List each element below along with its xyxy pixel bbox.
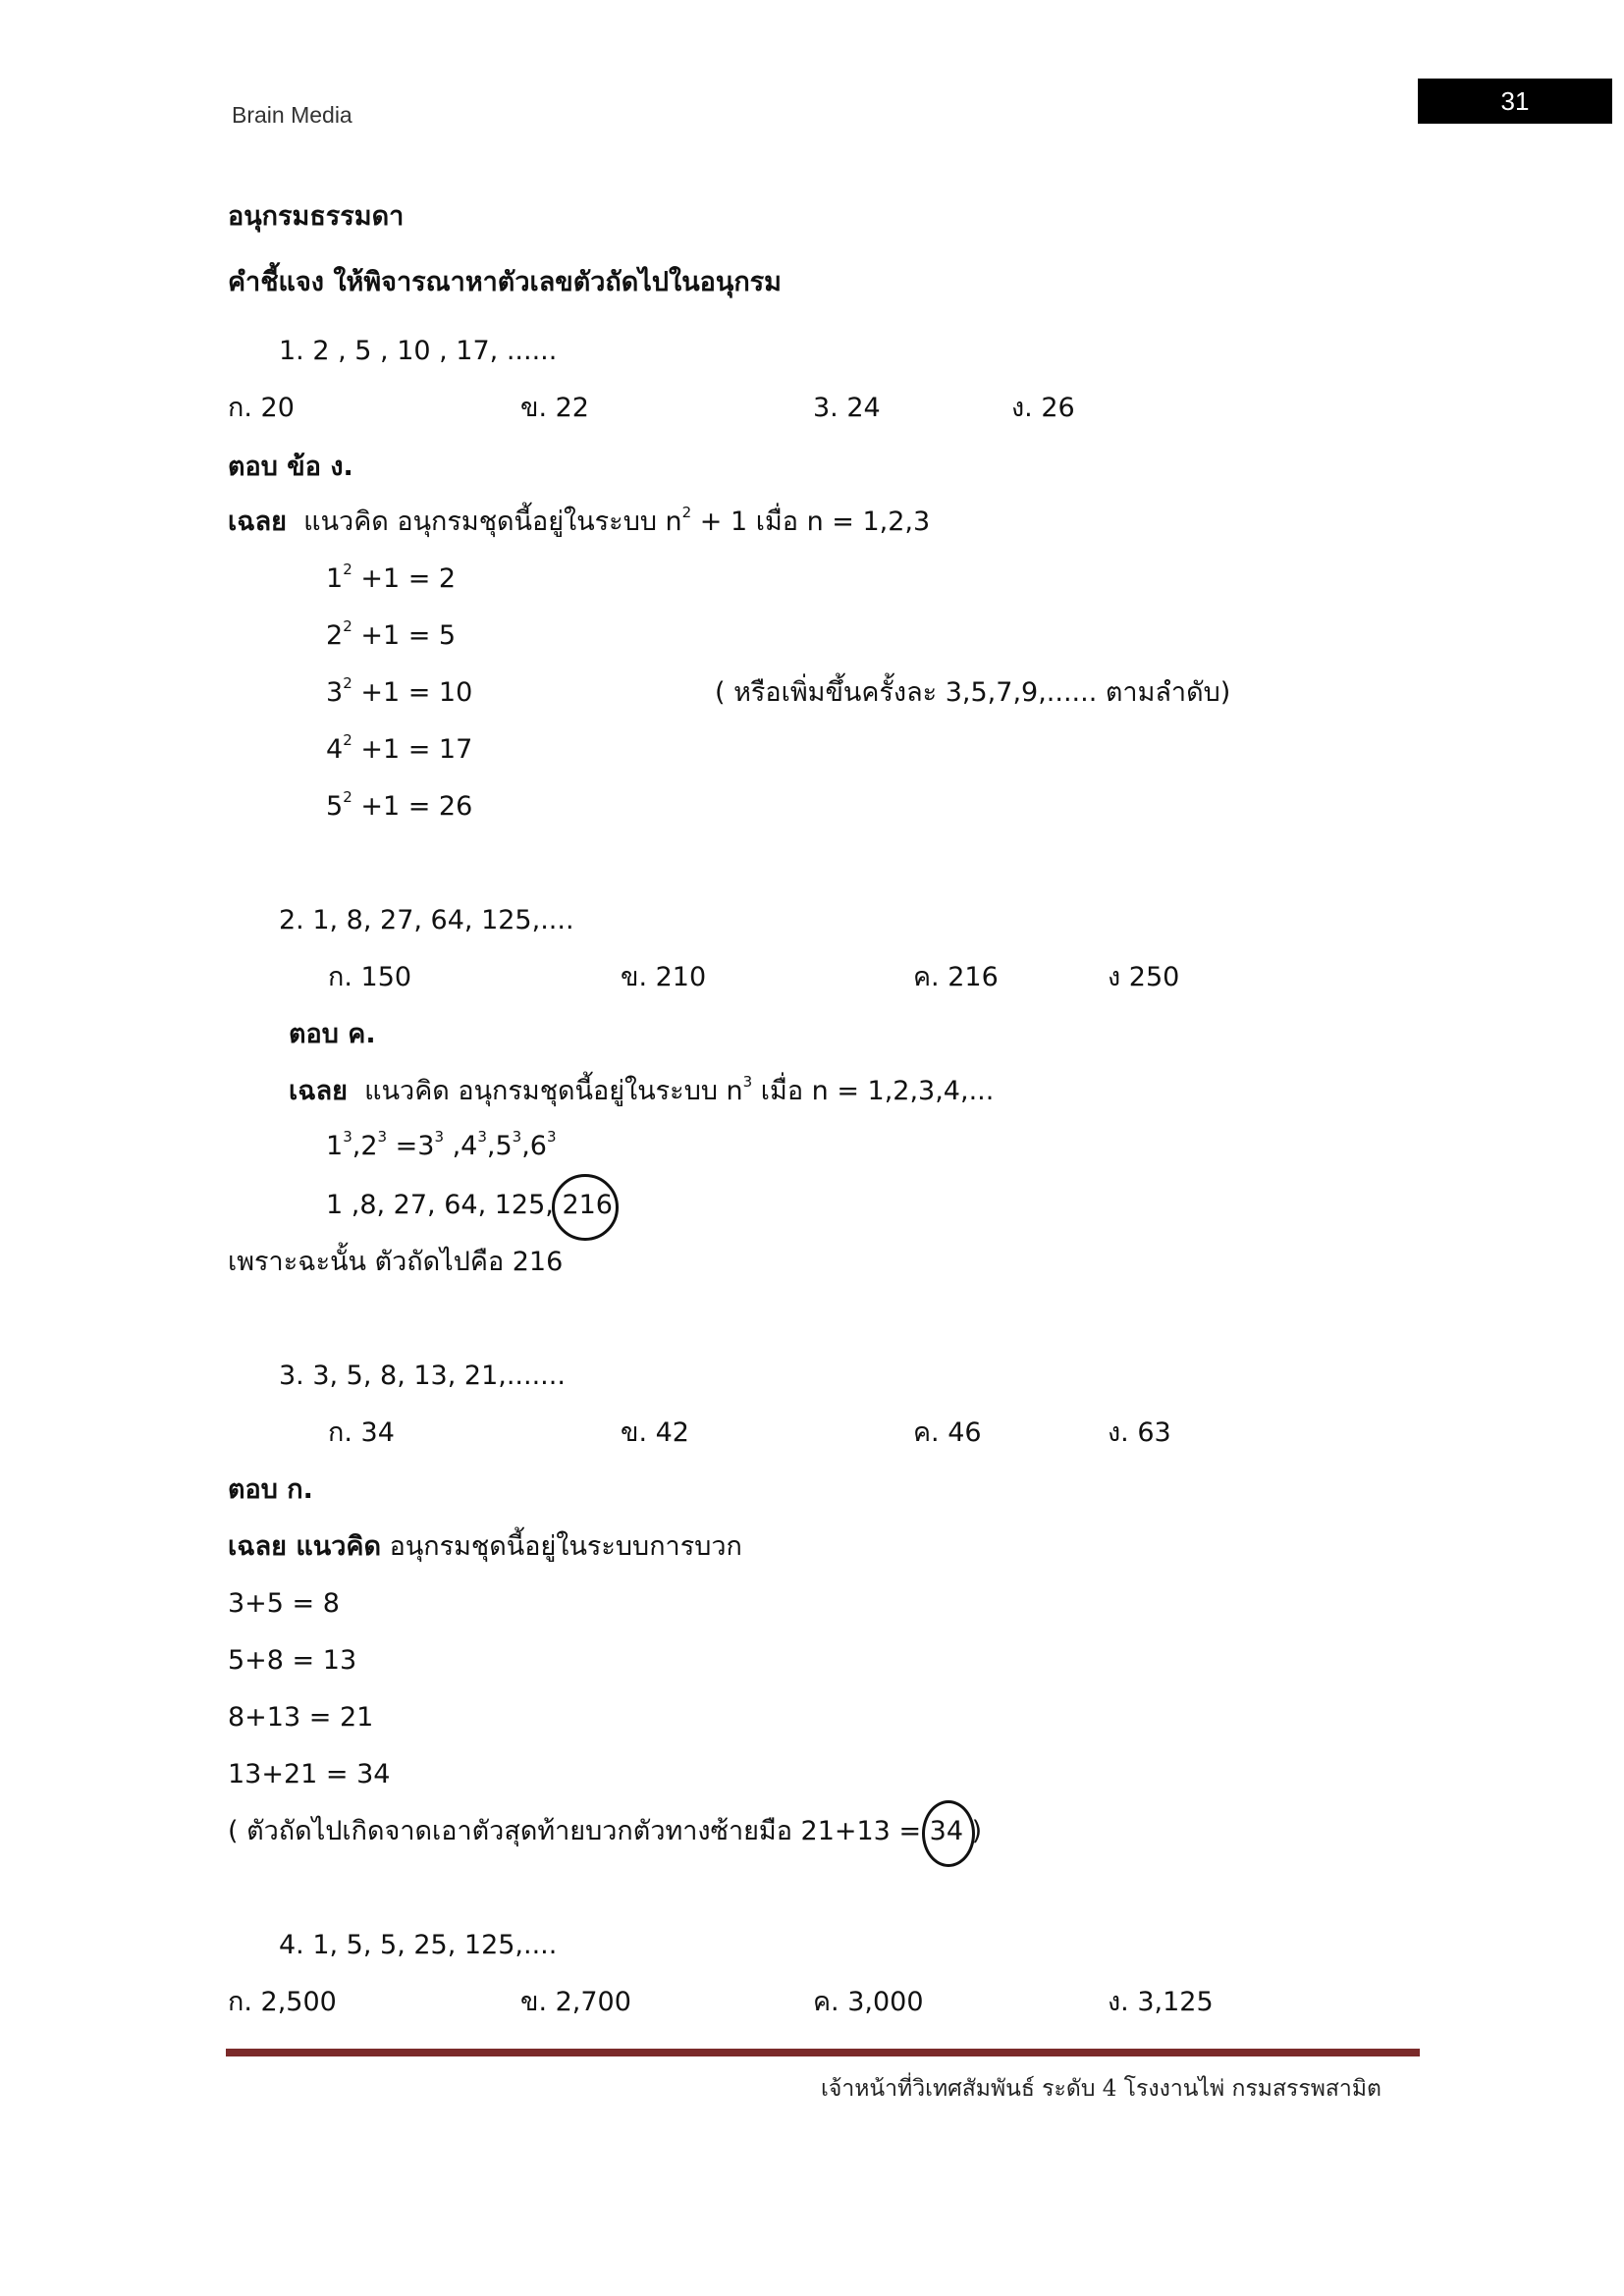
q4-question: 4. 1, 5, 5, 25, 125,....	[279, 1930, 558, 1960]
q4-choice-a: ก. 2,500	[228, 1987, 337, 2017]
q1-choice-d: ง. 26	[1011, 393, 1075, 423]
q4-choice-b: ข. 2,700	[520, 1987, 631, 2017]
page-number-badge: 31	[1418, 79, 1612, 124]
q1-answer: ตอบ ข้อ ง.	[228, 452, 353, 482]
q3-note-suffix: )	[963, 1816, 983, 1846]
q3-circled-answer: 34	[930, 1814, 963, 1849]
q3-choice-d: ง. 63	[1108, 1417, 1171, 1448]
q1-choice-a: ก. 20	[228, 393, 295, 423]
q1-solution-text: แนวคิด อนุกรมชุดนี้อยู่ในระบบ n	[303, 507, 682, 537]
q1-solution-label: เฉลย	[228, 507, 287, 537]
q2-solution-exp: 3	[742, 1073, 753, 1091]
section-title: อนุกรมธรรมดา	[228, 201, 405, 232]
q2-solution-text: แนวคิด อนุกรมชุดนี้อยู่ในระบบ n	[364, 1076, 743, 1106]
q2-sequence	[326, 1188, 613, 1223]
q3-step: 8+13 = 21	[228, 1702, 374, 1733]
q3-answer: ตอบ ก.	[228, 1474, 313, 1505]
q1-step: $1^2 +1 = 2$	[326, 561, 457, 594]
q1-choice-c: 3. 24	[813, 393, 881, 423]
q2-solution-label: เฉลย	[289, 1076, 348, 1106]
q2-solution	[289, 1074, 994, 1109]
q3-question: 3. 3, 5, 8, 13, 21,.......	[279, 1361, 566, 1391]
q3-note	[228, 1814, 982, 1849]
q3-step: 5+8 = 13	[228, 1645, 357, 1676]
q1-solution-tail: + 1 เมื่อ n = 1,2,3	[691, 507, 931, 537]
q2-choice-a: ก. 150	[328, 962, 412, 992]
footer-text: เจ้าหน้าที่วิเทศสัมพันธ์ ระดับ 4 โรงงานไพ่ กรมสรรพสามิต	[821, 2076, 1381, 2102]
q2-solution-tail: เมื่อ n = 1,2,3,4,...	[752, 1076, 995, 1106]
q1-solution-exp: 2	[681, 504, 692, 521]
q2-question: 2. 1, 8, 27, 64, 125,....	[279, 905, 574, 935]
q4-choice-c: ค. 3,000	[813, 1987, 924, 2017]
q2-choice-b: ข. 210	[621, 962, 707, 992]
q1-step: $3^2 +1 = 10$	[326, 674, 473, 708]
q2-powers: $1^3,2^3 =3^3$ $,4^3,5^3,6^3$	[326, 1128, 557, 1161]
q1-note: ( หรือเพิ่มขึ้นครั้งละ 3,5,7,9,...... ตามลำดับ)	[715, 677, 1231, 708]
q1-step: $4^2 +1 = 17$	[326, 731, 473, 765]
q1-step: $2^2 +1 = 5$	[326, 617, 457, 651]
q2-choice-d: ง 250	[1108, 962, 1180, 992]
q1-choice-b: ข. 22	[520, 393, 589, 423]
q3-choice-a: ก. 34	[328, 1417, 395, 1448]
q1-question: 1. 2 , 5 , 10 , 17, ......	[279, 336, 558, 366]
q1-step: $5^2 +1 = 26$	[326, 788, 473, 822]
q3-solution-label: เฉลย แนวคิด	[228, 1531, 382, 1562]
q3-choice-b: ข. 42	[621, 1417, 689, 1448]
footer-divider	[226, 2049, 1420, 2056]
q2-sequence-prefix: 1 ,8, 27, 64, 125,	[326, 1190, 563, 1220]
q3-note-prefix: ( ตัวถัดไปเกิดจาดเอาตัวสุดท้ายบวกตัวทางซ้ายมือ 21+13 =	[228, 1816, 930, 1846]
q2-conclusion: เพราะฉะนั้น ตัวถัดไปคือ 216	[228, 1247, 564, 1277]
q4-choice-d: ง. 3,125	[1108, 1987, 1214, 2017]
q2-answer: ตอบ ค.	[289, 1019, 376, 1049]
header-brand: Brain Media	[232, 102, 352, 128]
q3-solution-text: อนุกรมชุดนี้อยู่ในระบบการบวก	[381, 1531, 742, 1562]
q2-choice-c: ค. 216	[913, 962, 999, 992]
q3-solution	[228, 1529, 742, 1565]
q3-choice-c: ค. 46	[913, 1417, 982, 1448]
q2-circled-answer: 216	[562, 1188, 613, 1223]
instruction: คำชี้แจง ให้พิจารณาหาตัวเลขตัวถัดไปในอนุกรม	[228, 267, 782, 297]
q3-step: 3+5 = 8	[228, 1588, 340, 1619]
q1-solution	[228, 505, 930, 540]
q3-step: 13+21 = 34	[228, 1759, 391, 1789]
